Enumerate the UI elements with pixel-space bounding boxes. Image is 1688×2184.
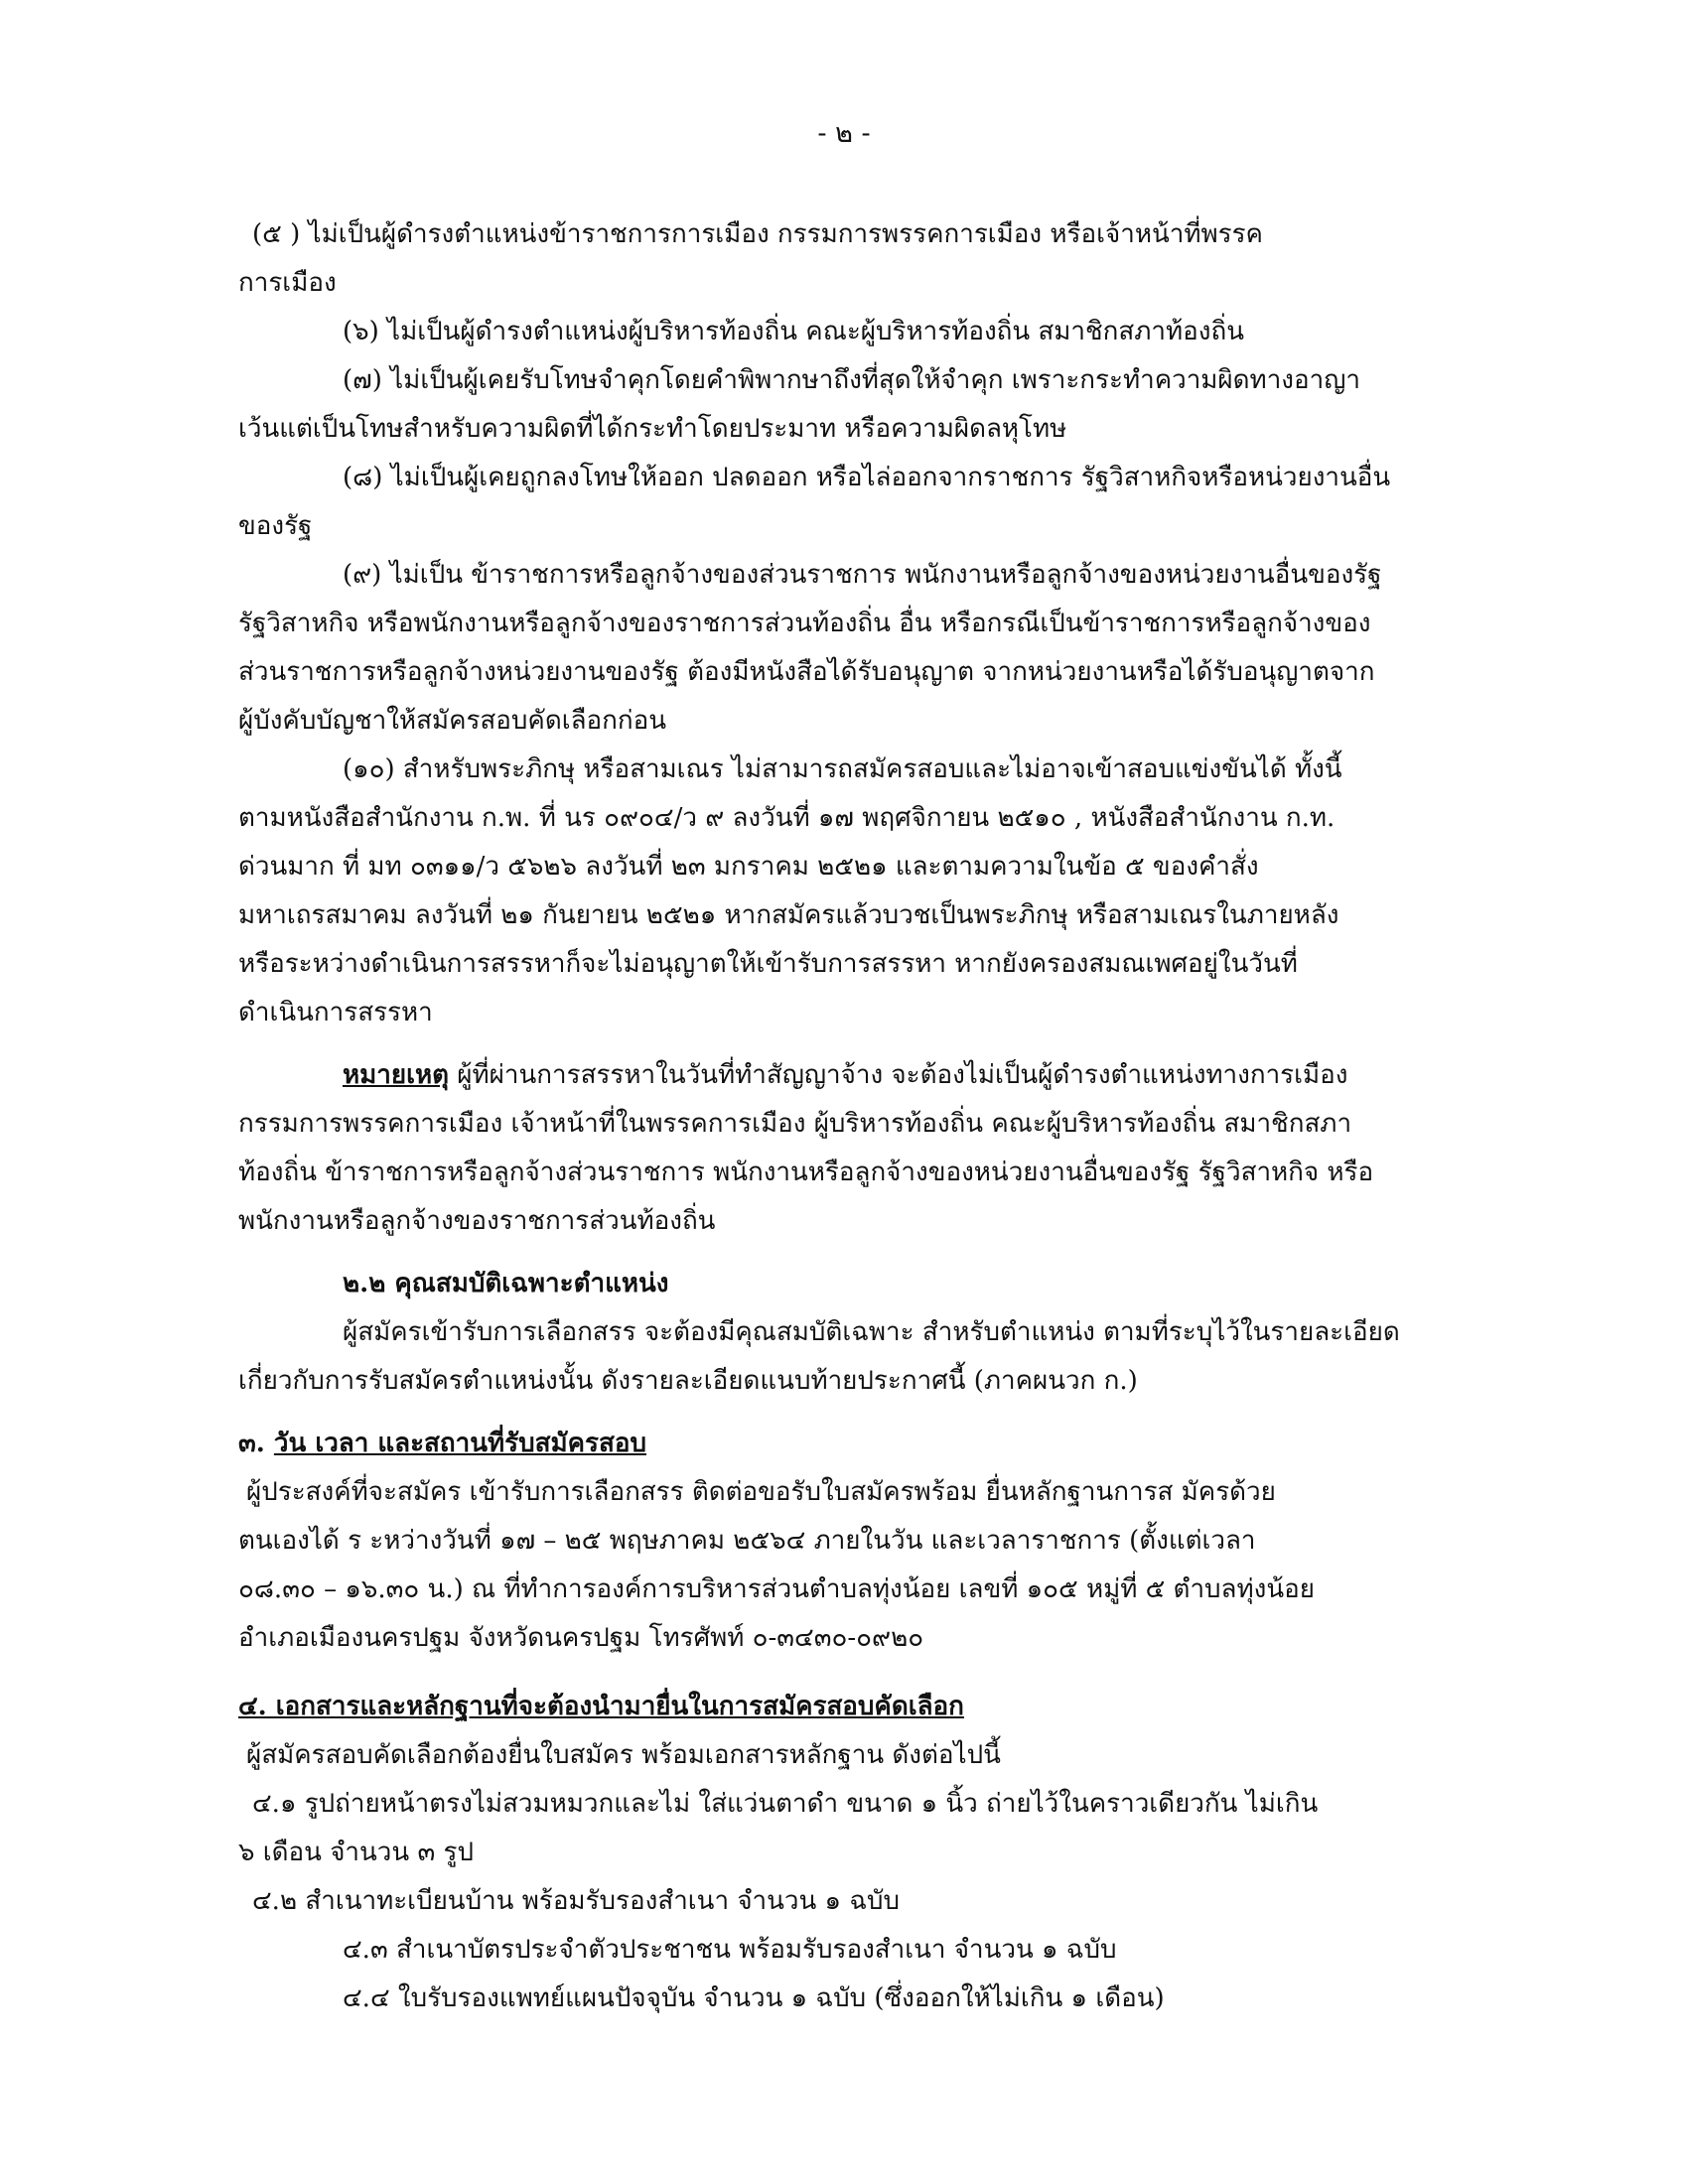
qualification-8-line-2: ของรัฐ xyxy=(238,511,313,541)
qualification-9-line-3: ส่วนราชการหรือลูกจ้างหน่วยงานของรัฐ ต้องมีหนังสือได้รับอนุญาต จากหน่วยงานหรือได้รับอนุญาตจาก xyxy=(238,657,1375,687)
qualification-7-line-1: (๗) ไม่เป็นผู้เคยรับโทษจำคุกโดยคำพิพากษาถึงที่สุดให้จำคุก เพราะกระทำความผิดทางอาญา xyxy=(343,365,1360,395)
qualification-10-line-1: (๑๐) สำหรับพระภิกษุ หรือสามเณร ไม่สามารถสมัครสอบและไม่อาจเข้าสอบแข่งขันได้ ทั้งนี้ xyxy=(343,754,1342,784)
document-body xyxy=(238,210,1509,2023)
qualification-10-line-5: หรือระหว่างดำเนินการสรรหาก็จะไม่อนุญาตให้เข้ารับการสรรหา หากยังครองสมณเพศอยู่ในวันที่ xyxy=(238,949,1298,979)
spacer xyxy=(238,1246,1509,1260)
qualification-10-line-3: ด่วนมาก ที่ มท ๐๓๑๑/ว ๕๖๒๖ ลงวันที่ ๒๓ มกราคม ๒๕๒๑ และตามความในข้อ ๕ ของคำสั่ง xyxy=(238,852,1259,882)
remark-line-4: พนักงานหรือลูกจ้างของราชการส่วนท้องถิ่น xyxy=(238,1206,716,1236)
remark-text: ผู้ที่ผ่านการสรรหาในวันที่ทำสัญญาจ้าง จะต้องไม่เป็นผู้ดำรงตำแหน่งทางการเมือง xyxy=(449,1060,1348,1090)
spacer xyxy=(238,1037,1509,1051)
remark-line-1 xyxy=(238,1051,1509,1100)
qualification-9-line-4: ผู้บังคับบัญชาให้สมัครสอบคัดเลือกก่อน xyxy=(238,706,667,736)
qualification-10-line-2: ตามหนังสือสำนักงาน ก.พ. ที่ นร ๐๙๐๔/ว ๙ ลงวันที่ ๑๗ พฤศจิกายน ๒๕๑๐ , หนังสือสำนักงาน ก.ท. xyxy=(238,803,1336,833)
section-3-heading: วัน เวลา และสถานที่รับสมัครสอบ xyxy=(273,1429,646,1458)
section-4-item-3: ๔.๓ สำเนาบัตรประจำตัวประชาชน พร้อมรับรองสำเนา จำนวน ๑ ฉบับ xyxy=(343,1935,1117,1965)
qualification-10-line-6: ดำเนินการสรรหา xyxy=(238,998,433,1027)
section-3-line-1: ผู้ประสงค์ที่จะสมัคร เข้ารับการเลือกสรร ติดต่อขอรับใบสมัครพร้อม ยื่นหลักฐานการส มัครด้วย xyxy=(246,1477,1276,1507)
section-3-number: ๓. xyxy=(238,1429,274,1458)
qualification-6: (๖) ไม่เป็นผู้ดำรงตำแหน่งผู้บริหารท้องถิ่น คณะผู้บริหารท้องถิ่น สมาชิกสภาท้องถิ่น xyxy=(343,317,1244,346)
section-4-title: ๔. เอกสารและหลักฐานที่จะต้องนำมายื่นในการสมัครสอบคัดเลือก xyxy=(238,1692,964,1721)
section-2-2-line-2: เกี่ยวกับการรับสมัครตำแหน่งนั้น ดังรายละเอียดแนบท้ายประกาศนี้ (ภาคผนวก ก.) xyxy=(238,1366,1138,1396)
qualification-10-line-4: มหาเถรสมาคม ลงวันที่ ๒๑ กันยายน ๒๕๒๑ หากสมัครแล้วบวชเป็นพระภิกษุ หรือสามเณรในภายหลัง xyxy=(238,900,1339,930)
section-4-item-4: ๔.๔ ใบรับรองแพทย์แผนปัจจุบัน จำนวน ๑ ฉบับ (ซึ่งออกให้ไม่เกิน ๑ เดือน) xyxy=(343,1983,1165,2013)
spacer xyxy=(238,1663,1509,1683)
section-3-line-3: ๐๘.๓๐ – ๑๖.๓๐ น.) ณ ที่ทำการองค์การบริหารส่วนตำบลทุ่งน้อย เลขที่ ๑๐๕ หมู่ที่ ๕ ตำบลทุ่งน้อย xyxy=(238,1574,1315,1604)
remark-line-3: ท้องถิ่น ข้าราชการหรือลูกจ้างส่วนราชการ พนักงานหรือลูกจ้างของหน่วยงานอื่นของรัฐ รัฐวิสาหกิจ หรือ xyxy=(238,1158,1374,1187)
qualification-5-line-2: การเมือง xyxy=(238,268,337,298)
qualification-9-line-1: (๙) ไม่เป็น ข้าราชการหรือลูกจ้างของส่วนราชการ พนักงานหรือลูกจ้างของหน่วยงานอื่นของรัฐ xyxy=(343,560,1382,590)
section-3-title xyxy=(238,1420,1509,1468)
section-3-line-2: ตนเองได้ ร ะหว่างวันที่ ๑๗ – ๒๕ พฤษภาคม ๒๕๖๔ ภายในวัน และเวลาราชการ (ตั้งแต่เวลา xyxy=(238,1526,1256,1556)
qualification-7-line-2: เว้นแต่เป็นโทษสำหรับความผิดที่ได้กระทำโดยประมาท หรือความผิดลหุโทษ xyxy=(238,414,1067,444)
section-4-item-1-line-1: ๔.๑ รูปถ่ายหน้าตรงไม่สวมหมวกและไม่ ใส่แว่นตาดำ ขนาด ๑ นิ้ว ถ่ายไว้ในคราวเดียวกัน ไม่เกิน xyxy=(252,1789,1319,1819)
remark-label: หมายเหตุ xyxy=(343,1060,450,1090)
page-number: - ๒ - xyxy=(817,118,871,149)
qualification-5-line-1: (๕ ) ไม่เป็นผู้ดำรงตำแหน่งข้าราชการการเมือง กรรมการพรรคการเมือง หรือเจ้าหน้าที่พรรค xyxy=(252,219,1263,249)
spacer xyxy=(238,1406,1509,1420)
section-2-2-title: ๒.๒ คุณสมบัติเฉพาะตำแหน่ง xyxy=(343,1269,669,1298)
section-2-2-line-1: ผู้สมัครเข้ารับการเลือกสรร จะต้องมีคุณสมบัติเฉพาะ สำหรับตำแหน่ง ตามที่ระบุไว้ในรายละเอียด xyxy=(343,1317,1400,1347)
remark-line-2: กรรมการพรรคการเมือง เจ้าหน้าที่ในพรรคการเมือง ผู้บริหารท้องถิ่น คณะผู้บริหารท้องถิ่น สมาชิกสภา xyxy=(238,1109,1352,1139)
section-3-line-4: อำเภอเมืองนครปฐม จังหวัดนครปฐม โทรศัพท์ ๐-๓๔๓๐-๐๙๒๐ xyxy=(238,1623,924,1653)
qualification-9-line-2: รัฐวิสาหกิจ หรือพนักงานหรือลูกจ้างของราชการส่วนท้องถิ่น อื่น หรือกรณีเป็นข้าราชการหรือลูกจ้างของ xyxy=(238,609,1371,638)
section-4-item-1-line-2: ๖ เดือน จำนวน ๓ รูป xyxy=(238,1838,474,1867)
section-4-intro: ผู้สมัครสอบคัดเลือกต้องยื่นใบสมัคร พร้อมเอกสารหลักฐาน ดังต่อไปนี้ xyxy=(246,1740,1001,1770)
section-4-item-2: ๔.๒ สำเนาทะเบียนบ้าน พร้อมรับรองสำเนา จำนวน ๑ ฉบับ xyxy=(252,1886,901,1916)
qualification-8-line-1: (๘) ไม่เป็นผู้เคยถูกลงโทษให้ออก ปลดออก หรือไล่ออกจากราชการ รัฐวิสาหกิจหรือหน่วยงานอื่น xyxy=(343,463,1391,492)
